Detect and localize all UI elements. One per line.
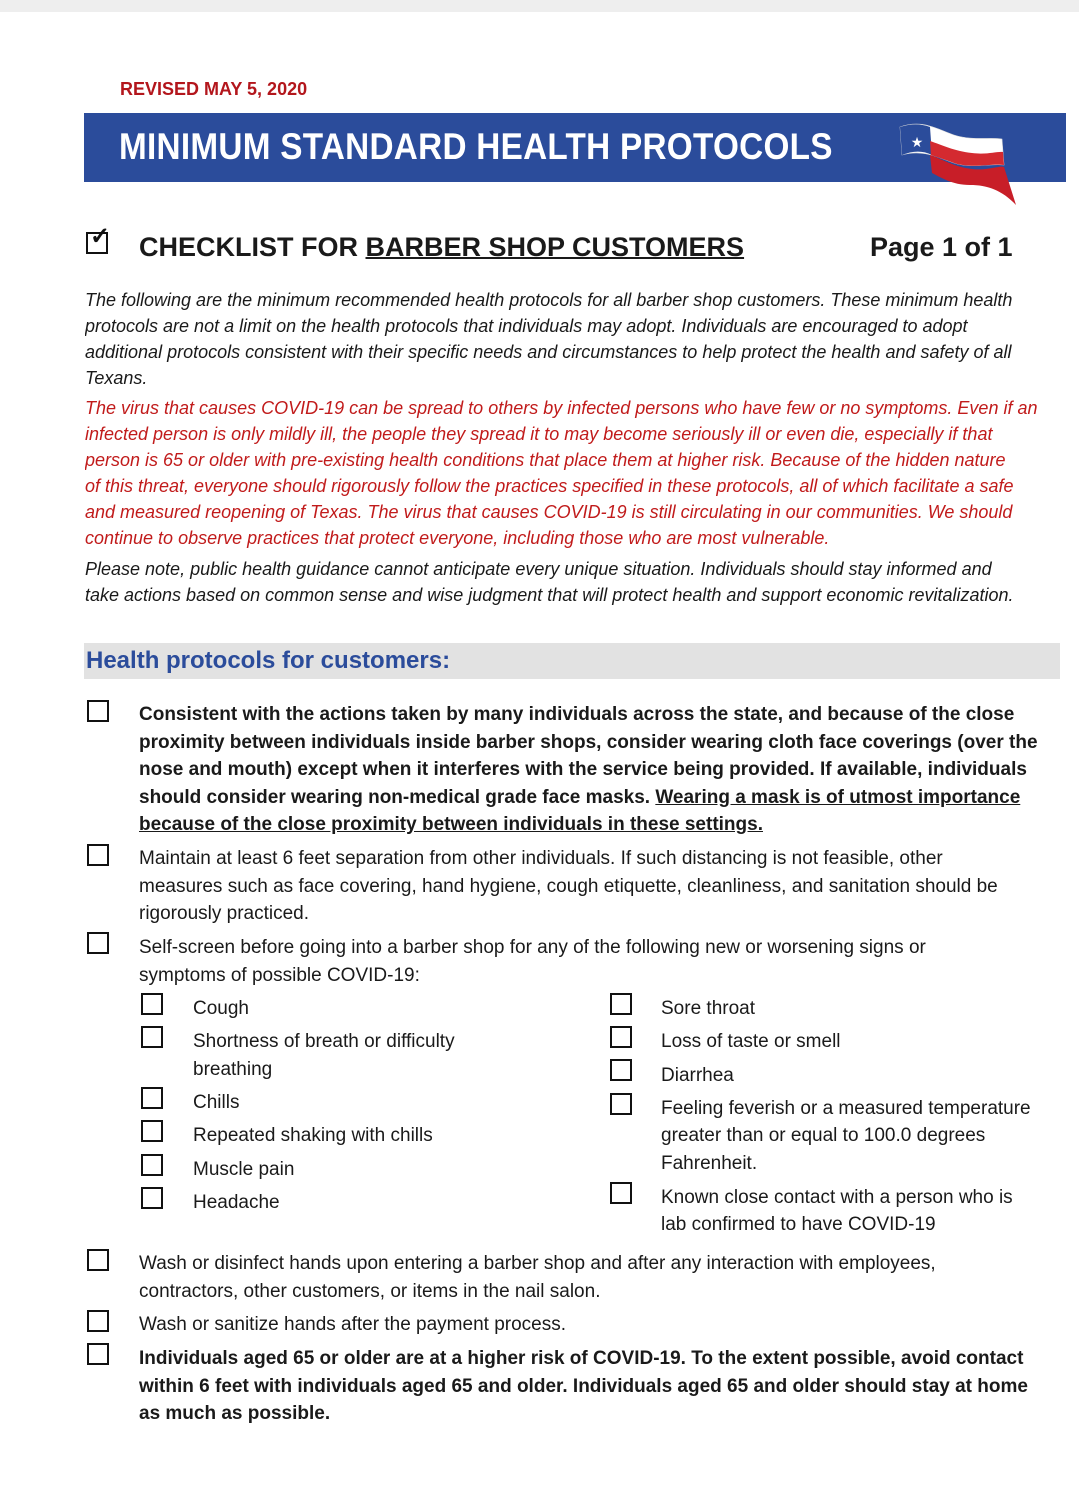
- warning-line: The virus that causes COVID-19 can be spread to others by infected persons who have few or no symptoms. Even if an: [85, 398, 1038, 418]
- checkbox-muscle-pain[interactable]: [141, 1154, 163, 1176]
- checkbox-shaking[interactable]: [141, 1120, 163, 1142]
- item-wash-line: contractors, other customers, or items in the nail salon.: [139, 1280, 601, 1302]
- page-indicator: Page 1 of 1: [870, 232, 1013, 262]
- top-strip: [0, 0, 1079, 12]
- symptom-fever-cont: greater than or equal to 100.0 degrees: [661, 1125, 986, 1146]
- warning-line: of this threat, everyone should rigorously follow the practices specified in these protocols, all of which facilitate a safe: [85, 476, 1014, 496]
- symptom-contact-cont: lab confirmed to have COVID-19: [661, 1214, 936, 1235]
- checkmark-glyph: ✓: [90, 223, 111, 250]
- item-mask-line: [139, 784, 1038, 812]
- note-paragraph: [85, 556, 1075, 608]
- warning-line: and measured reopening of Texas. The virus that causes COVID-19 is still circulating in our communities. We should: [85, 502, 1013, 522]
- symptom-chills: Chills: [193, 1092, 240, 1113]
- item-distance-line: measures such as face covering, hand hygiene, cough etiquette, cleanliness, and sanitation should be: [139, 875, 998, 897]
- item-wash-hands: [139, 1250, 936, 1305]
- item-distance-line: rigorously practiced.: [139, 903, 310, 924]
- item-mask-line: proximity between individuals inside barber shops, consider wearing cloth face coverings (over the: [139, 731, 1038, 753]
- symptom-fever-cont: Fahrenheit.: [661, 1153, 758, 1174]
- symptom-cough: Cough: [193, 998, 249, 1019]
- item-mask-emphasis: because of the close proximity between individuals in these settings.: [139, 814, 763, 835]
- item-elderly-line: Individuals aged 65 or older are at a higher risk of COVID-19. To the extent possible, avoid contact: [139, 1348, 1024, 1369]
- revised-date: REVISED MAY 5, 2020: [120, 79, 308, 99]
- checkbox-chills[interactable]: [141, 1087, 163, 1109]
- item-mask-line: nose and mouth) except when it interferes with the service being provided. If available, individuals: [139, 759, 1027, 780]
- symptom-contact: Known close contact with a person who is: [661, 1187, 1013, 1208]
- banner-title: MINIMUM STANDARD HEALTH PROTOCOLS: [119, 126, 833, 167]
- symptom-muscle: Muscle pain: [193, 1159, 295, 1180]
- section-title: Health protocols for customers:: [86, 647, 451, 674]
- checkbox-cough[interactable]: [141, 993, 163, 1015]
- checkbox-close-contact[interactable]: [610, 1182, 632, 1204]
- note-line: take actions based on common sense and wise judgment that will protect health and support economic revitalization.: [85, 585, 1014, 605]
- item-self-screen-line: Self-screen before going into a barber shop for any of the following new or worsening signs or: [139, 937, 926, 958]
- item-mask-text: should consider wearing non-medical grade face masks.: [139, 786, 656, 808]
- checkbox-shortness-of-breath[interactable]: [141, 1026, 163, 1048]
- checkbox-distance[interactable]: [87, 844, 109, 866]
- item-mask: [139, 701, 1038, 839]
- symptom-shaking: Repeated shaking with chills: [193, 1125, 433, 1146]
- item-distance: [139, 845, 998, 928]
- symptom-throat: Sore throat: [661, 998, 755, 1019]
- symptom-breath-cont: breathing: [193, 1059, 273, 1080]
- checkbox-diarrhea[interactable]: [610, 1059, 632, 1081]
- checkbox-wash-hands[interactable]: [87, 1249, 109, 1271]
- checkbox-sore-throat[interactable]: [610, 993, 632, 1015]
- item-distance-line: Maintain at least 6 feet separation from other individuals. If such distancing is not feasible, other: [139, 848, 943, 869]
- checkbox-elderly[interactable]: [87, 1343, 109, 1365]
- note-line: Please note, public health guidance cannot anticipate every unique situation. Individuals should stay informed and: [85, 559, 992, 579]
- intro-line: The following are the minimum recommended health protocols for all barber shop customers. These minimum health: [85, 290, 1013, 310]
- symptom-headache: Headache: [193, 1192, 280, 1213]
- checkbox-fever[interactable]: [610, 1093, 632, 1115]
- warning-paragraph: [85, 395, 1075, 551]
- symptom-fever: Feeling feverish or a measured temperature: [661, 1098, 1031, 1119]
- texas-flag-icon: [892, 115, 1017, 210]
- item-elderly-line: as much as possible.: [139, 1403, 331, 1424]
- symptom-breath: Shortness of breath or difficulty: [193, 1031, 455, 1052]
- item-elderly: [139, 1345, 1028, 1428]
- item-self-screen: [139, 934, 926, 989]
- intro-paragraph: [85, 287, 1075, 391]
- intro-line: Texans.: [85, 368, 148, 388]
- symptom-diarrhea: Diarrhea: [661, 1065, 734, 1086]
- checklist-check-icon: [86, 223, 111, 254]
- checklist-prefix: CHECKLIST FOR: [139, 232, 366, 262]
- symptom-taste: Loss of taste or smell: [661, 1031, 841, 1052]
- checkbox-taste-smell[interactable]: [610, 1026, 632, 1048]
- warning-line: continue to observe practices that protect everyone, including those who are most vulnerable.: [85, 528, 830, 548]
- item-elderly-line: within 6 feet with individuals aged 65 and older. Individuals aged 65 and older should stay at home: [139, 1375, 1028, 1397]
- warning-line: person is 65 or older with pre-existing health conditions that place them at higher risk. Because of the hidden nature: [85, 450, 1006, 470]
- checklist-subject: BARBER SHOP CUSTOMERS: [365, 232, 745, 262]
- section-header: [84, 643, 1060, 679]
- checkbox-sanitize[interactable]: [87, 1310, 109, 1332]
- item-mask-line: [139, 811, 1038, 839]
- item-mask-line: Consistent with the actions taken by many individuals across the state, and because of the close: [139, 704, 1015, 725]
- checkbox-mask[interactable]: [87, 700, 109, 722]
- item-mask-emphasis: Wearing a mask is of utmost importance: [655, 786, 1021, 808]
- checklist-title: [139, 232, 744, 263]
- checkbox-headache[interactable]: [141, 1187, 163, 1209]
- warning-line: infected person is only mildly ill, the people they spread it to may become seriously ill or even die, especially if that: [85, 424, 993, 444]
- item-sanitize: Wash or sanitize hands after the payment process.: [139, 1314, 567, 1335]
- svg-text:★: ★: [910, 135, 924, 151]
- item-self-screen-line: symptoms of possible COVID-19:: [139, 964, 420, 986]
- intro-line: protocols are not a limit on the health protocols that individuals may adopt. Individuals are encouraged to adopt: [85, 316, 968, 336]
- checkbox-self-screen[interactable]: [87, 932, 109, 954]
- item-wash-line: Wash or disinfect hands upon entering a barber shop and after any interaction with employees,: [139, 1253, 936, 1274]
- intro-line: additional protocols consistent with their specific needs and circumstances to help protect the health and safety of all: [85, 342, 1012, 362]
